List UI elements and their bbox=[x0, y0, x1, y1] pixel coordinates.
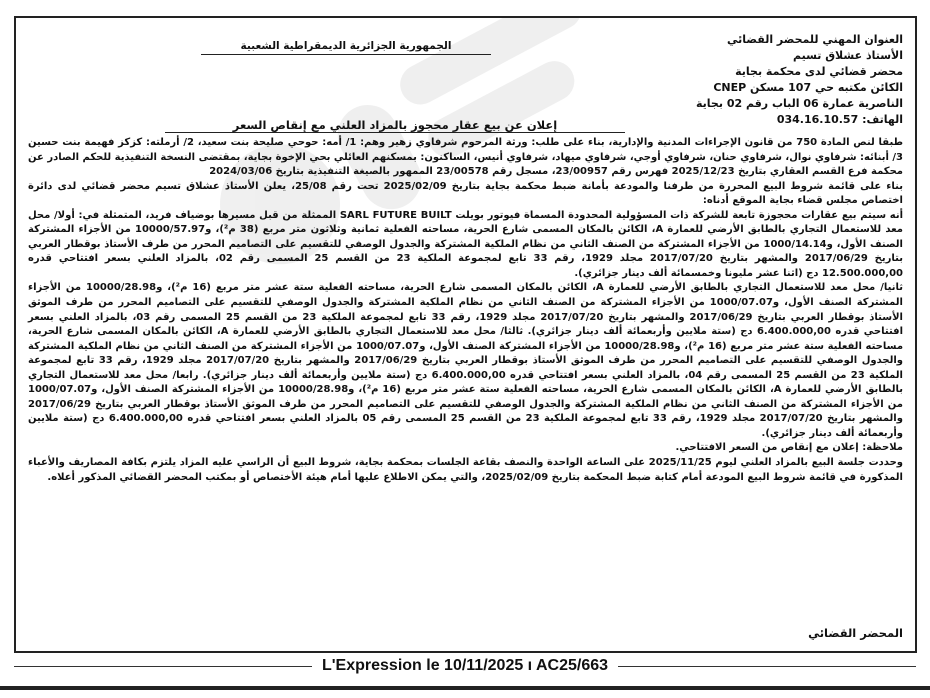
header-line: الكائن مكتبه حي 107 مسكن CNEP bbox=[713, 81, 903, 94]
body-paragraph: بناء على قائمة شروط البيع المحررة من طرفنا والمودعة بأمانة ضبط محكمة بجاية بتاريخ 2025/02/09 تحت رقم 25/08، يعلن الأستاذ عشلاق تسيم محضر قضائي لدى دائرة اختصاص مجلس قضاء بجاية الموقع أدناه: bbox=[28, 180, 904, 207]
header-line: الأستاذ عشلاق تسيم bbox=[792, 49, 903, 62]
bailiff-header bbox=[603, 32, 903, 128]
notice-body bbox=[28, 136, 903, 485]
header-line: الناصرية عمارة 06 الباب رقم 02 بجاية bbox=[696, 97, 903, 110]
bottom-rule bbox=[0, 686, 930, 690]
body-paragraph: ثانيا/ محل معد للاستعمال التجاري بالطابق الأرضي للعمارة A، الكائن بالمكان المسمى شارع الحرية، مساحته الفعلية ستة عشر متر مربع (16 م²)، و10000/28.98 من الأجزاء المشتركة الصنف الأول، و1000/07.07 من الأجزاء المشتركة من الصنف الثاني من نظام الملكية المشتركة والجدول الوصفي للتقسيم على التصاميم المحرر من طرف الموثق الأستاذ بوقطار العربي بتاريخ 2017/06/29 والمشهر بتاريخ 2017/07/20 مجلد 1929، رقم 33 تابع لمجموعة الملكية 23 من القسم 25 المسمى رقم 03، بالمزاد العلني بسعر افتتاحي قدره 6.400.000,00 دج (ستة ملايين وأربعمائة ألف دينار جزائري). ثالثا/ محل معد للاستعمال التجاري بالطابق الأرضي للعمارة A، الكائن بالمكان المسمى شارع الحرية، مساحته الفعلية ستة عشر متر مربع (16 م²)، و10000/28.98 من الأجزاء المشتركة الصنف الأول، و1000/07.07 من الأجزاء المشتركة من الصنف الثاني من نظام الملكية المشتركة والجدول الوصفي للتقسيم على التصاميم المحرر من طرف الموثق الأستاذ بوقطار العربي بتاريخ 2017/06/29 والمشهر بتاريخ 2017/07/20 مجلد 1929، رقم 33 تابع لمجموعة الملكية 23 من القسم 25 المسمى رقم 04، بالمزاد العلني بسعر افتتاحي قدره 6.400.000,00 دج (ستة ملايين وأربعمائة ألف دينار جزائري). رابعا/ محل معد للاستعمال التجاري بالطابق الأرضي للعمارة A، الكائن بالمكان المسمى شارع الحرية، مساحته الفعلية ستة عشر متر مربع (16 م²)، و10000/28.98 من الأجزاء المشتركة الصنف الأول، و1000/07.07 من الأجزاء المشتركة من الصنف الثاني من نظام الملكية المشتركة والجدول الوصفي للتقسيم على التصاميم المحرر من طرف الموثق الأستاذ بوقطار العربي بتاريخ 2017/06/29 والمشهر بتاريخ 2017/07/20 مجلد 1929، رقم 33 تابع لمجموعة الملكية 23 من القسم 25 المسمى رقم 05 بالمزاد العلني بسعر افتتاحي قدره 6.400.000,00 دج (ستة ملايين وأربعمائة ألف دينار جزائري). bbox=[28, 282, 904, 439]
body-paragraph: طبقا لنص المادة 750 من قانون الإجراءات المدنية والإدارية، بناء على طلب: ورثة المرحوم شرفاوي زهير وهم: 1/ أمه: حوحي صليحة بنت سعيد، 2/ أرملته: كزكز فهيمة بنت حسين 3/ أبنائه: شرفاوي نوال، شرفاوي حنان، شرفاوي أوجي، شرفاوي ميهاد، شرفاوي أنيس، الساكنون: بمسكنهم العائلي بحي الإخوة بجاية، بمقتضى النسخة التنفيذية للحكم الصادر عن محكمة فرع القسم العقاري بتاريخ 2025/12/23 فهرس رقم 23/00957، مسجل رقم 23/00578 الممهور بالصيغة التنفيذية بتاريخ 2024/03/06 bbox=[28, 137, 904, 178]
notice-subject: إعلان عن بيع عقار محجوز بالمزاد العلني مع إنقاص السعر bbox=[165, 118, 625, 133]
header-line: العنوان المهني للمحضر القضائي bbox=[727, 33, 903, 46]
court-title: الجمهورية الجزائرية الديمقراطية الشعبية bbox=[201, 40, 491, 55]
header-line: محضر قضائي لدى محكمة بجاية bbox=[735, 65, 903, 78]
legal-notice bbox=[14, 16, 917, 653]
body-paragraph: أنه سيتم بيع عقارات محجوزة تابعة للشركة ذات المسؤولية المحدودة المسماة فيوتور بويلت SARL FUTURE BUILT الممثلة من قبل مسيرها بوضياف فريد، المتمثلة في: أولا/ محل معد للاستعمال التجاري بالطابق الأرضي للعمارة A، الكائن بالمكان المسمى شارع الحرية، مساحته الفعلية ثمانية وثلاثون متر مربع (38 م²)، و10000/57.97 من الأجزاء المشتركة الصنف الأول، و1000/14.14 من الأجزاء المشتركة من الصنف الثاني من نظام الملكية المشتركة والجدول الوصفي للتقسيم على التصاميم المحرر من طرف الأستاذ بوقطار العربي بتاريخ 2017/06/29 والمشهر بتاريخ 2017/07/20 مجلد 1929، رقم 33 تابع لمجموعة الملكية 23 من القسم 25 المسمى رقم 02، بالمزاد العلني بسعر افتتاحي قدره 12.500.000,00 دج (اثنا عشر مليونا وخمسمائة ألف دينار جزائري). bbox=[28, 209, 904, 279]
publication-reference: L'Expression le 10/11/2025 ı AC25/663 bbox=[312, 657, 618, 675]
header-line: الهاتف: 034.16.10.57 bbox=[776, 113, 903, 126]
body-paragraph: وحددت جلسة البيع بالمزاد العلني ليوم 2025/11/25 على الساعة الواحدة والنصف بقاعة الجلسات بمحكمة بجاية، شروط البيع أن الراسي عليه المزاد يلتزم بكافة المصاريف والأعباء المذكورة في قائمة شروط البيع المودعة أمام كتابة ضبط المحكمة بتاريخ 2025/02/09، والتي يمكن الاطلاع عليها أمام هيئة الأختصاص أو بمكتب المحضر القضائي المذكور أعلاه. bbox=[28, 457, 903, 483]
body-paragraph: ملاحظة: إعلان مع إنقاص من السعر الافتتاحي. bbox=[675, 442, 903, 454]
publication-footer bbox=[0, 655, 930, 675]
signature: المحضر القضائي bbox=[808, 626, 903, 640]
